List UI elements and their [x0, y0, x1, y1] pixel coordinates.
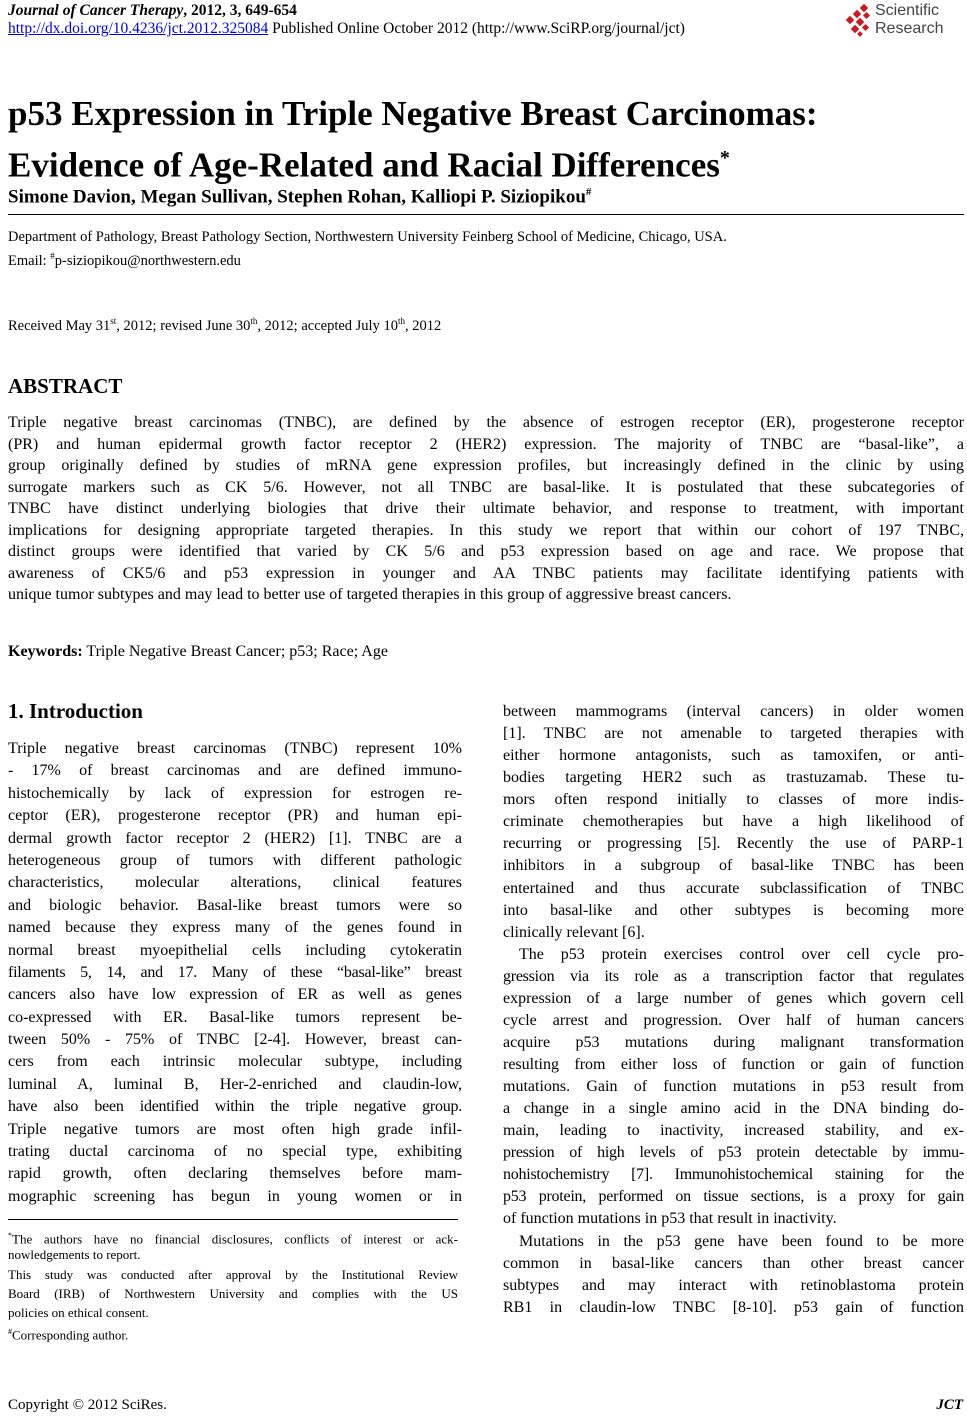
logo-text-scientific: Scientific	[875, 2, 940, 19]
text-line: [1]. TNBC are not amenable to targeted therapies with	[503, 725, 964, 743]
footnote-line: Board (IRB) of Northwestern University and complies with the US	[8, 1285, 458, 1301]
text-line: tween 50% - 75% of TNBC [2-4]. However, breast can-	[8, 1031, 462, 1049]
text-line: and biologic behavior. Basal-like breast tumors were so	[8, 896, 462, 914]
text-line: inhibitors in a subgroup of basal-like TNBC has been	[503, 857, 964, 875]
journal-volume: , 2012, 3, 649-654	[183, 2, 297, 19]
footnote-line	[8, 1322, 458, 1341]
keywords-text: Triple Negative Breast Cancer; p53; Race; Age	[82, 643, 388, 660]
right-column-text	[503, 701, 964, 1319]
journal-name: Journal of Cancer Therapy	[8, 2, 184, 19]
text-line: heterogeneous group of tumors with different pathologic	[8, 851, 462, 869]
journal-abbreviation: JCT	[936, 1397, 963, 1413]
text-line: characteristics, molecular alterations, clinical features	[8, 874, 462, 892]
text-line: - 17% of breast carcinomas and are defined immuno-	[8, 762, 462, 780]
footnote-divider	[8, 1219, 458, 1220]
footnote-line: policies on ethical consent.	[8, 1305, 149, 1321]
text-line: main, leading to inactivity, increased stability, and ex-	[503, 1122, 964, 1140]
text-line: cycle arrest and progression. Over half of human cancers	[503, 1011, 964, 1029]
title-footnote-mark: *	[719, 147, 730, 169]
abstract-heading: ABSTRACT	[8, 374, 123, 398]
text-line: surrogate markers such as CK 5/6. However, not all TNBC are basal-like. It is postulated that these subcategories of	[8, 478, 964, 496]
footnote-mark: *	[8, 1231, 12, 1240]
text-line: between mammograms (interval cancers) in older women	[503, 703, 964, 720]
text-line: Triple negative breast carcinomas (TNBC), are defined by the absence of estrogen receptor (ER), progesterone receptor	[8, 414, 964, 431]
title-divider	[8, 214, 964, 215]
text-line: distinct groups were identified that varied by CK 5/6 and p53 expression based on age and race. We propose that	[8, 543, 964, 560]
abstract-body	[8, 412, 964, 606]
text-line: bodies targeting HER2 such as trastuzamab. These tu-	[503, 769, 964, 787]
text-line: Triple negative tumors are most often high grade infil-	[8, 1120, 462, 1138]
text-line: TNBC have distinct underlying biologies that drive their ultimate behavior, and response to treatment, with important	[8, 500, 964, 517]
text-line: mors often respond initially to classes of more indis-	[503, 791, 964, 809]
keywords-label: Keywords:	[8, 643, 83, 660]
email-line	[8, 251, 241, 270]
doi-line	[8, 20, 685, 38]
received-dates	[8, 316, 441, 335]
text-line: nohistochemistry [7]. Immunohistochemical staining for the	[503, 1166, 964, 1184]
paper-title	[8, 92, 818, 188]
keywords	[8, 643, 388, 661]
affiliation: Department of Pathology, Breast Pathology Section, Northwestern University Feinberg School of Medicine, Chicago, USA.	[8, 229, 727, 245]
email-mark: #	[50, 251, 55, 261]
footnote-text: Corresponding author.	[12, 1327, 129, 1343]
text-line: p53 protein, performed on tissue sections, is a proxy for gain	[503, 1188, 964, 1206]
revised-date: , 2012; revised June 30	[116, 317, 251, 334]
text-line: luminal A, luminal B, Her-2-enriched and claudin-low,	[8, 1075, 462, 1093]
title-line-2: Evidence of Age-Related and Racial Differences	[8, 145, 720, 185]
text-line: RB1 in claudin-low TNBC [8-10]. p53 gain of function	[503, 1298, 964, 1316]
text-line: unique tumor subtypes and may lead to better use of targeted therapies in this group of aggressive breast cancers.	[8, 586, 732, 603]
text-line: cancers also have low expression of ER as well as genes	[8, 986, 462, 1004]
footnotes	[8, 1226, 458, 1342]
text-line: acquire p53 mutations during malignant transformation	[503, 1033, 964, 1051]
text-line: a change in a single amino acid in the DNA binding do-	[503, 1100, 964, 1118]
ordinal: st	[110, 316, 117, 326]
text-line: resulting from either loss of function or gain of function	[503, 1056, 964, 1073]
text-line: (PR) and human epidermal growth factor receptor 2 (HER2) expression. The majority of TNBC are “basal-like”, a	[8, 435, 964, 453]
email-address[interactable]: p-siziopikou@northwestern.edu	[54, 252, 241, 269]
text-line: trating ductal carcinoma of no special type, exhibiting	[8, 1143, 462, 1161]
footnote-line: nowledgements to report.	[8, 1247, 141, 1263]
text-line: ceptor (ER), progesterone receptor (PR) and human epi-	[8, 807, 462, 825]
text-line: recurring or progressing [5]. Recently the use of PARP-1	[503, 835, 964, 853]
title-line-1: p53 Expression in Triple Negative Breast Carcinomas:	[8, 94, 818, 133]
author-list	[8, 186, 591, 208]
accepted-date: , 2012; accepted July 10	[257, 317, 398, 334]
text-line: The p53 protein exercises control over cell cycle pro-	[519, 945, 964, 963]
received-date: Received May 31	[8, 317, 111, 334]
text-line: common in basal-like cancers than other breast cancer	[503, 1254, 964, 1272]
text-line: Triple negative breast carcinomas (TNBC) represent 10%	[8, 740, 462, 757]
text-line: of function mutations in p53 that result in inactivity.	[503, 1210, 837, 1228]
text-line: mutations. Gain of function mutations in p53 result from	[503, 1078, 964, 1096]
text-line: histochemically by lack of expression for estrogen re-	[8, 784, 462, 802]
footnote-text: The authors have no financial disclosures, conflicts of interest or ack-	[12, 1231, 458, 1247]
section-heading-introduction: 1. Introduction	[8, 699, 143, 723]
ordinal: th	[250, 316, 258, 326]
text-line: have also been identified within the triple negative group.	[8, 1098, 462, 1116]
text-line: gression via its role as a transcription factor that regulates	[503, 967, 964, 985]
text-line: pression of high levels of p53 protein detectable by immu-	[503, 1144, 964, 1162]
copyright: Copyright © 2012 SciRes.	[8, 1397, 167, 1413]
corresponding-mark: #	[585, 186, 592, 198]
text-line: into basal-like and other subtypes is becoming more	[503, 901, 964, 919]
year: , 2012	[404, 317, 442, 334]
text-line: dermal growth factor receptor 2 (HER2) [1]. TNBC are a	[8, 829, 462, 847]
text-line: awareness of CK5/6 and p53 expression in younger and AA TNBC patients may facilitate identifying patients with	[8, 564, 964, 582]
text-line: subtypes and may interact with retinoblastoma protein	[503, 1276, 964, 1294]
text-line: criminate chemotherapies but have a high likelihood of	[503, 813, 964, 831]
text-line: expression of a large number of genes which govern cell	[503, 989, 964, 1007]
ordinal: th	[397, 316, 405, 326]
text-line: Mutations in the p53 gene have been found to be more	[519, 1232, 964, 1250]
footnote-line	[8, 1226, 458, 1245]
text-line: rapid growth, often declaring themselves before mam-	[8, 1165, 462, 1183]
text-line: mographic screening has begun in young women or in	[8, 1187, 462, 1205]
text-line: named because they express many of the genes found in	[8, 919, 462, 937]
text-line: entertained and thus accurate subclassification of TNBC	[503, 879, 964, 897]
diamond-cluster-icon	[845, 4, 873, 38]
text-line: co-expressed with ER. Basal-like tumors represent be-	[8, 1008, 462, 1026]
logo-text-research: Research	[875, 20, 944, 37]
text-line: either hormone antagonists, such as tamoxifen, or anti-	[503, 747, 964, 765]
author-names: Simone Davion, Megan Sullivan, Stephen Rohan, Kalliopi P. Siziopikou	[8, 186, 586, 208]
publisher-logo	[845, 2, 967, 42]
left-column-text	[8, 738, 462, 1208]
email-label: Email:	[8, 252, 51, 269]
text-line: normal breast myoepithelial cells including cytokeratin	[8, 941, 462, 959]
published-info: Published Online October 2012 (http://www.SciRP.org/journal/jct)	[268, 20, 685, 37]
text-line: group originally defined by studies of mRNA gene expression profiles, but increasingly defined in the clinic by using	[8, 457, 964, 474]
text-line: implications for designing appropriate targeted therapies. In this study we report that within our cohort of 197 TNBC,	[8, 521, 964, 539]
text-line: clinically relevant [6].	[503, 923, 645, 941]
footnote-line: This study was conducted after approval by the Institutional Review	[8, 1266, 458, 1282]
doi-link[interactable]: http://dx.doi.org/10.4236/jct.2012.325084	[8, 20, 269, 37]
footnote-mark: #	[8, 1327, 12, 1337]
text-line: filaments 5, 14, and 17. Many of these “basal-like” breast	[8, 963, 462, 981]
journal-citation	[8, 2, 297, 20]
text-line: cers from each intrinsic molecular subtype, including	[8, 1053, 462, 1071]
